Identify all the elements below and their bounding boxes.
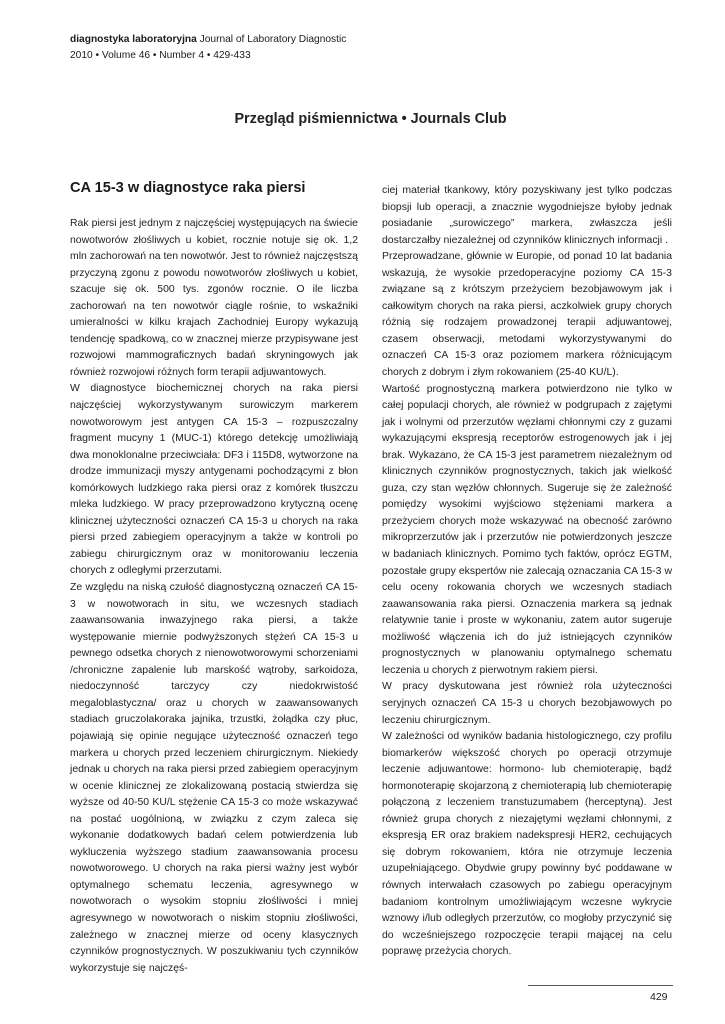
left-column [70,216,358,977]
journal-name [70,32,346,48]
body-paragraph: W zależności od wyników badania histologicznego, czy profilu biomarkerów większość chorych po operacji otrzymuje leczenie adjuwantowe: hormono- lub chemioterapię, bądź hormonoterapię skojarzoną z chemioterapią lub chemioterapię połączoną z leczeniem transtuzumabem (herceptyną). Jest również grupa chorych z niezajętymi węzłami chłonnymi, z ekspresją ER oraz brakiem nadekspresji HER2, cechujących się dobrym rokowaniem, która nie otrzymuje leczenia uzupełniającego. Obydwie grupy powinny być poddawane w równych interwałach czasowych po zabiegu operacyjnym badaniom kontrolnym umożliwiającym wczesne wykrycie wznowy i/lub odległych przerzutów, co mogłoby przyczynić się do wcześniejszego rozpoczęcie terapii mającej na celu poprawę przeżycia chorych. [382,731,672,958]
body-paragraph: ciej materiał tkankowy, który pozyskiwany jest tylko podczas biopsji lub operacji, a znacznie wygodniejsze byłoby jednak posiadanie „surowiczego” markera, zwłaszcza jeśli dostarczałby niezależnej od czynników klinicznych informacji . [382,185,672,246]
body-paragraph: Wartość prognostyczną markera potwierdzono nie tylko w całej populacji chorych, ale również w podgrupach z zajętymi jak i wolnymi od przerzutów węzłami chłonnymi czy z guzami wykazującymi ekspresją receptorów estrogenowych jak i jej brak. Wykazano, że CA 15-3 jest parametrem niezależnym od klinicznych czynników prognostycznych, takich jak wielkość guza, czy stan węzłów chłonnych. Sugeruje się że zależność pomiędzy wysokimi wyjściowo stężeniami markera a przeżyciem chorych może wskazywać na obecność zarówno mikroprzerzutów jak i przerzutów nie potwierdzonych jeszcze w badaniach klinicznych. Pomimo tych faktów, oprócz EGTM, pozostałe grupy ekspertów nie zalecają oznaczania CA 15-3 w celu oceny rokowania chorych we wczesnych stadiach zaawansowania raka piersi. Oznaczenia markera są jednak relatywnie tanie i proste w wykonaniu, zatem autor sugeruje możliwość włączenia ich do już istniejących czynników prognostycznych w planowaniu optymalnego schematu leczenia u chorych z pierwotnym rakiem piersi. [382,383,672,676]
article-title: CA 15-3 w diagnostyce raka piersi [70,180,306,196]
journal-name-pl: diagnostyka laboratoryjna [70,34,197,45]
body-paragraph: W diagnostyce biochemicznej chorych na raka piersi najczęściej wykorzystywanym surowiczym markerem nowotworowym jest antygen CA 15-3 – rozpuszczalny fragment mucyny 1 (MUC-1) którego detekcję umożliwiają dwa monoklonalne przeciwciała: DF3 i 115D8, wytworzone na drodze immunizacji myszy antygenami pochodzącymi z błon komórkowych ludzkiego raka piersi oraz z komórek tłuszczu mleka ludzkiego. W pracy przeprowadzono krytyczną ocenę klinicznej użyteczności oznaczeń CA 15-3 u chorych na raka piersi przed zabiegiem operacyjnym a także w kontroli po zabiegu chirurgicznym oraz w monitorowaniu leczenia chorych z odległymi przerzutami. [70,383,358,577]
body-paragraph: Rak piersi jest jednym z najczęściej występujących na świecie nowotworów złośliwych u kobiet, rocznie notuje się ok. 1,2 mln zachorowań na ten nowotwór. Jest to również najczęstszą przyczyną zgonu z powodu nowotworów złośliwych u kobiet, szacuje się ok. 500 tys. zgonów rocznie. O ile liczba zachorowań na ten nowotwór ciągle rośnie, to wskaźniki umieralności w kilku krajach Zachodniej Europy wykazują tendencję spadkową, co w znacznej mierze przypisywane jest rozwojowi mammograficznych badań skryningowych jak również rozwojowi różnych form terapii adjuwantowych. [70,218,358,378]
footer-rule [528,985,673,986]
journal-name-en: Journal of Laboratory Diagnostic [196,34,347,45]
page-number: 429 [650,991,668,1003]
body-paragraph: Przeprowadzane, głównie w Europie, od ponad 10 lat badania wskazują, że wysokie przedoperacyjne poziomy CA 15-3 związane są z krótszym przeżyciem bezobjawowym jak i całkowitym chorych na raka piersi, aczkolwiek grupy chorych różnią się rodzajem prowadzonej terapii adjuwantowej, czasem obserwacji, metodami wykorzystywanymi do oznaczeń CA 15-3 oraz poziomem markera różnicującym chorych z dobrym i złym rokowaniem (25-40 KU/L). [382,251,672,379]
right-column [382,183,672,961]
body-paragraph: Ze względu na niską czułość diagnostyczną oznaczeń CA 15-3 w nowotworach in situ, we wczesnych stadiach zaawansowania inwazyjnego raka piersi, a także występowanie miernie podwyższonych stężeń CA 15-3 u pewnego odsetka chorych z nienowotworowymi schorzeniami /chroniczne zapalenie lub marskość wątroby, sarkoidoza, niedoczynność tarczycy czy niedokrwistość megaloblastyczna/ oraz u chorych w zaawansowanych stadiach gruczolakoraka jajnika, trzustki, żołądka czy płuc, pojawiają się opinie negujące użyteczność oznaczeń tego markera u chorych przed leczeniem chirurgicznym. Niekiedy jednak u chorych na raka piersi przed zabiegiem operacyjnym w ocenie klinicznej ze zlokalizowaną postacią stwierdza się wyższe od 40-50 KU/L stężenie CA 15-3 co może wskazywać na postać uogólnioną, w związku z czym zaleca się wykonanie dodatkowych badań celem potwierdzenia lub wykluczenia wyższego stadium zaawansowania procesu nowotworowego. U chorych na raka piersi ważny jest wybór optymalnego schematu leczenia, agresywnego w nowotworach o wysokim stopniu złośliwości i mniej agresywnego w nowotworach o niskim stopniu złośliwości, zależnego w znacznej mierze od oceny klasycznych czynników prognostycznych. W poszukiwaniu tych czynników wykorzystuje się najczęś- [70,582,358,974]
issue-info: 2010 • Volume 46 • Number 4 • 429-433 [70,50,251,61]
section-title: Przegląd piśmiennictwa • Journals Club [234,111,507,127]
journal-header [70,32,346,64]
body-paragraph: W pracy dyskutowana jest również rola użyteczności seryjnych oznaczeń CA 15-3 u chorych bezobjawowych po leczeniu chirurgicznym. [382,681,672,726]
